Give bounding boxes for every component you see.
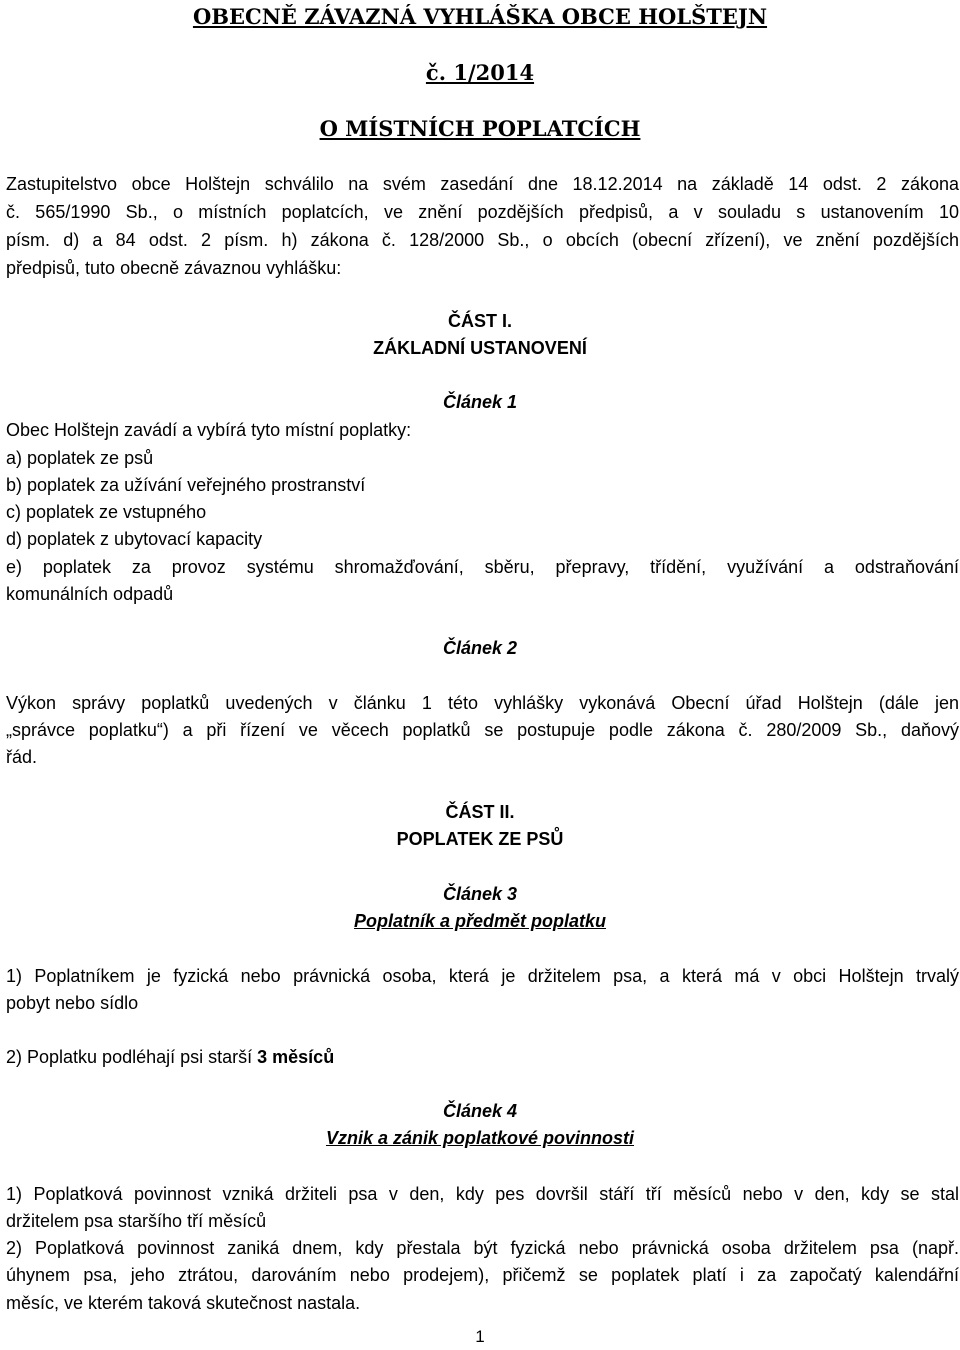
article-3-p2-bold: 3 měsíců [257,1047,335,1067]
document-number: č. 1/2014 [425,60,535,85]
preamble-line-1: Zastupitelstvo obce Holštejn schválilo na svém zasedání dne 18.12.2014 na základě 14 odst. 2 zákona [6,174,959,194]
article-3-subtitle: Poplatník a předmět poplatku [353,911,607,931]
article-3-p2-prefix: 2) Poplatku podléhají psi starší [6,1047,258,1067]
article-2-heading: Článek 2 [442,638,518,658]
article-1-intro: Obec Holštejn zavádí a vybírá tyto místní poplatky: [6,420,412,440]
article-4-heading: Článek 4 [442,1101,518,1121]
preamble-line-2: č. 565/1990 Sb., o místních poplatcích, ve znění pozdějších předpisů, a v souladu s ustanovením 10 [6,202,959,222]
article-4-p2-line-1: 2) Poplatková povinnost zaniká dnem, kdy přestala být fyzická nebo právnická osoba držitelem psa (např. [6,1238,959,1258]
preamble-line-4: předpisů, tuto obecně závaznou vyhlášku: [6,258,342,278]
article-3-p1-line-2: pobyt nebo sídlo [6,993,139,1013]
article-2-line-1: Výkon správy poplatků uvedených v článku 1 této vyhlášky vykonává Obecní úřad Holštejn (dále jen [6,693,959,713]
article-2-line-2: „správce poplatku“) a při řízení ve věcech poplatků se postupuje podle zákona č. 280/2009 Sb., daňový [6,720,959,740]
part-1-title: ZÁKLADNÍ USTANOVENÍ [373,338,587,358]
part-2-title: POPLATEK ZE PSŮ [396,829,564,849]
article-3-p2 [6,1047,334,1068]
article-1-item-c: c) poplatek ze vstupného [6,502,207,522]
article-4-p1-line-2: držitelem psa staršího tří měsíců [6,1211,267,1231]
article-3-heading: Článek 3 [442,884,518,904]
article-1-item-e-cont: komunálních odpadů [6,584,174,604]
article-4-p2-line-3: měsíc, ve kterém taková skutečnost nastala. [6,1293,361,1313]
part-2-label: ČÁST II. [445,802,515,822]
article-1-item-a: a) poplatek ze psů [6,448,154,468]
article-4-subtitle: Vznik a zánik poplatkové povinnosti [325,1128,635,1148]
preamble-line-3: písm. d) a 84 odst. 2 písm. h) zákona č. 128/2000 Sb., o obcích (obecní zřízení), ve znění pozdějších [6,230,959,250]
article-1-item-b: b) poplatek za užívání veřejného prostranství [6,475,366,495]
page-number: 1 [475,1327,485,1346]
part-1-label: ČÁST I. [447,311,512,331]
article-4-p2-line-2: úhynem psa, jeho ztrátou, darováním nebo prodejem), přičemž se poplatek platí i za započatý kalendářní [6,1265,959,1285]
article-1-item-d: d) poplatek z ubytovací kapacity [6,529,263,549]
article-1-heading: Článek 1 [442,392,518,412]
document-subject: O MÍSTNÍCH POPLATCÍCH [319,116,641,141]
article-3-p1-line-1: 1) Poplatníkem je fyzická nebo právnická osoba, která je držitelem psa, a která má v obci Holštejn trvalý [6,966,959,986]
article-2-line-3: řád. [6,747,38,767]
article-4-p1-line-1: 1) Poplatková povinnost vzniká držiteli psa v den, kdy pes dovršil stáří tří měsíců nebo v den, kdy se stal [6,1184,959,1204]
document-title: OBECNĚ ZÁVAZNÁ VYHLÁŠKA OBCE HOLŠTEJN [192,4,768,29]
article-1-item-e: e) poplatek za provoz systému shromažďování, sběru, přepravy, třídění, využívání a odstraňování [6,557,959,577]
